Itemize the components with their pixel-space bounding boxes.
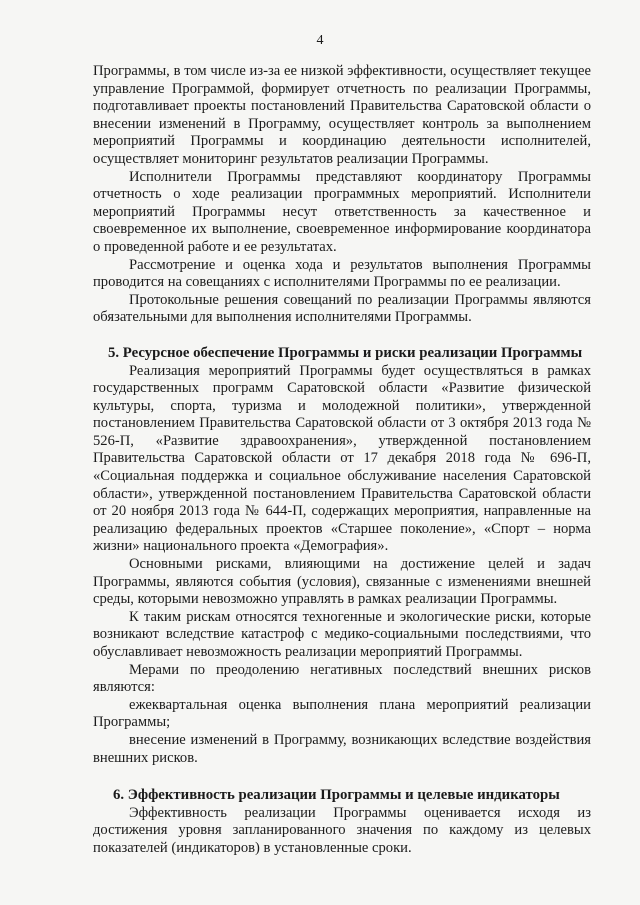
paragraph: Эффективность реализации Программы оценивается исходя из достижения уровня запланированного значения по каждому из целевых показателей (индикаторов) в установленные сроки. bbox=[93, 804, 591, 856]
section-heading: 5. Ресурсное обеспечение Программы и риски реализации Программы bbox=[108, 344, 583, 361]
paragraph: Рассмотрение и оценка хода и результатов выполнения Программы проводится на совещаниях с исполнителями Программы по ее реализации. bbox=[93, 256, 591, 291]
paragraph: К таким рискам относятся техногенные и экологические риски, которые возникают вследствие катастроф с медико-социальными последствиями, что обуславливает невозможность реализации мероприятий Программы. bbox=[93, 608, 591, 660]
paragraph: Исполнители Программы представляют координатору Программы отчетность о ходе реализации программных мероприятий. Исполнители мероприятий Программы несут ответственность за качественное и своевременное их выполнение, своевременное информирование координатора о проведенной работе и ее результатах. bbox=[93, 168, 591, 255]
paragraph: внесение изменений в Программу, возникающих вследствие воздействия внешних рисков. bbox=[93, 731, 591, 766]
paragraph: ежеквартальная оценка выполнения плана мероприятий реализации Программы; bbox=[93, 696, 591, 731]
document-body bbox=[93, 63, 591, 858]
section-heading: 6. Эффективность реализации Программы и целевые индикаторы bbox=[113, 787, 560, 804]
paragraph: Основными рисками, влияющими на достижение целей и задач Программы, являются события (условия), связанные с изменениями внешней среды, которыми невозможно управлять в рамках реализации Программы. bbox=[93, 556, 591, 608]
paragraph: Реализация мероприятий Программы будет осуществляться в рамках государственных программ Саратовской области «Развитие физической культуры, спорта, туризма и молодежной политики», утвержденной постановлением Правительства Саратовской области от 3 октября 2013 года № 526-П, «Развитие здравоохранения», утвержденной постановлением Правительства Саратовской области от 17 декабря 2018 года № 696-П, «Социальная поддержка и социальное обслуживание населения Саратовской области», утвержденной постановлением Правительства Саратовской области от 20 ноября 2013 года № 644-П, содержащих мероприятия, направленные на реализацию федеральных проектов «Старшее поколение», «Спорт – норма жизни» национального проекта «Демография». bbox=[93, 362, 591, 555]
paragraph: Программы, в том числе из-за ее низкой эффективности, осуществляет текущее управление Программой, формирует отчетность по реализации Программы, подготавливает проекты постановлений Правительства Саратовской области о внесении изменений в Программу, осуществляет контроль за выполнением мероприятий Программы и координацию деятельности исполнителей, осуществляет мониторинг результатов реализации Программы. bbox=[93, 63, 591, 167]
paragraph: Протокольные решения совещаний по реализации Программы являются обязательными для выполнения исполнителями Программы. bbox=[93, 291, 591, 326]
page-number: 4 bbox=[316, 33, 324, 48]
paragraph: Мерами по преодолению негативных последствий внешних рисков являются: bbox=[93, 661, 591, 696]
